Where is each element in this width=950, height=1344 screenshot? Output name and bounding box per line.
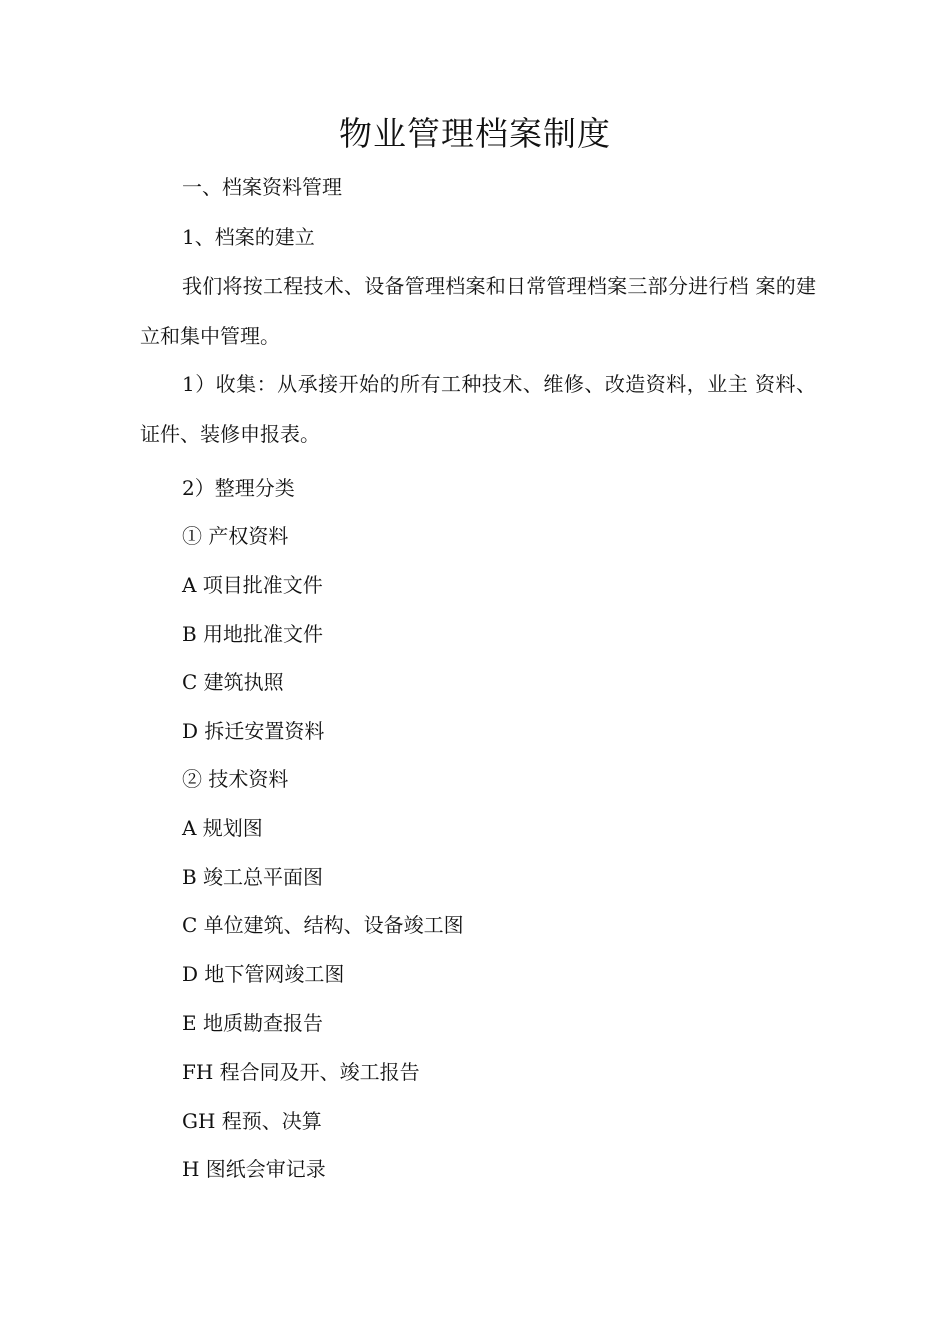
subsection-heading: 1、档案的建立 [182, 225, 315, 249]
list-item: A 规划图 [182, 816, 263, 840]
technical-heading: ② 技术资料 [182, 767, 289, 791]
list-item: A 项目批准文件 [182, 573, 323, 597]
list-item: B 竣工总平面图 [182, 865, 324, 889]
list-item: GH 程预、决算 [182, 1109, 322, 1133]
list-item: B 用地批准文件 [182, 622, 324, 646]
property-heading: ① 产权资料 [182, 524, 289, 548]
list-item: C 建筑执照 [182, 670, 284, 694]
sort-heading: 2）整理分类 [182, 476, 295, 500]
document-title: 物业管理档案制度 [339, 114, 611, 153]
list-item: E 地质勘查报告 [182, 1011, 323, 1035]
paragraph-collect: 1）收集：从承接开始的所有工种技术、维修、改造资料，业主 资料、证件、装修申报表。 [140, 372, 816, 446]
list-item: H 图纸会审记录 [182, 1157, 326, 1181]
list-item: FH 程合同及开、竣工报告 [182, 1060, 420, 1084]
list-item: D 拆迁安置资料 [182, 719, 325, 743]
section-heading: 一、档案资料管理 [182, 175, 342, 199]
list-item: D 地下管网竣工图 [182, 962, 345, 986]
list-item: C 单位建筑、结构、设备竣工图 [182, 913, 464, 937]
paragraph-establish: 我们将按工程技术、设备管理档案和日常管理档案三部分进行档 案的建立和集中管理。 [140, 274, 816, 348]
